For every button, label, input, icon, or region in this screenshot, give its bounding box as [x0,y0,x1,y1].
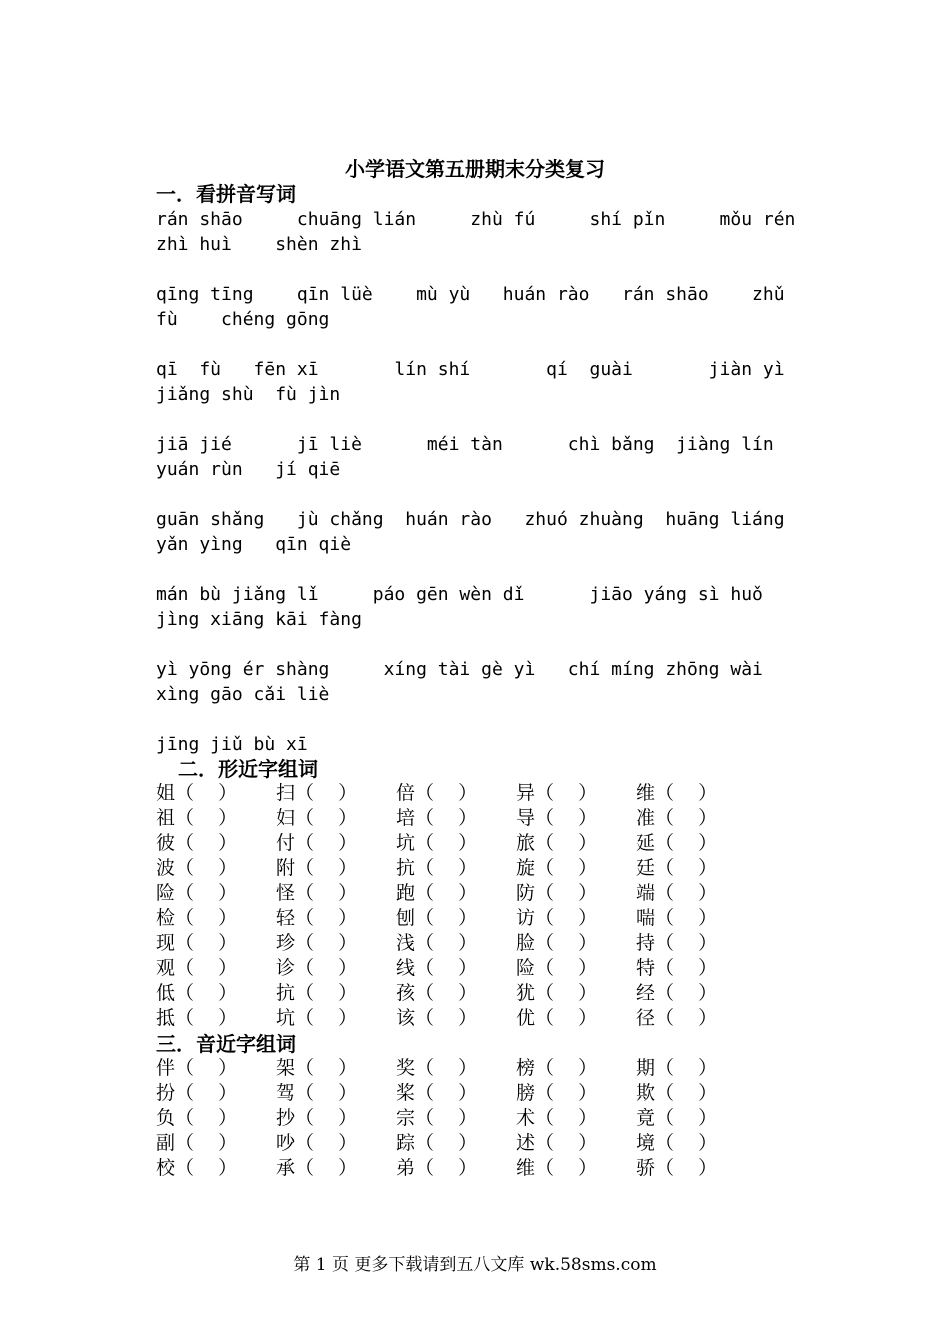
answer-blank[interactable]: （ ） [655,1057,718,1079]
pinyin-line: jìng xiāng kāi fàng [156,609,362,630]
char: 脸 [516,932,536,954]
char-cell [396,1106,477,1131]
char: 该 [396,1007,416,1029]
char-cell [276,806,357,831]
char: 彼 [156,832,176,854]
answer-blank[interactable]: （ ） [415,882,478,904]
answer-blank[interactable]: （ ） [175,907,238,929]
char-row [156,1156,756,1181]
pinyin-line: jīng jiǔ bù xī [156,734,308,755]
char-cell [396,831,477,856]
section1-heading: 一．看拼音写词 [156,182,296,206]
pinyin-line: xìng gāo cǎi liè [156,684,330,705]
char-cell [396,956,477,981]
char-cell [156,1006,237,1031]
char: 线 [396,957,416,979]
pinyin-spacer [156,407,796,432]
answer-blank[interactable]: （ ） [295,1132,358,1154]
char-row [156,781,756,806]
answer-blank[interactable]: （ ） [655,982,718,1004]
answer-blank[interactable]: （ ） [175,982,238,1004]
answer-blank[interactable]: （ ） [415,1057,478,1079]
answer-blank[interactable]: （ ） [415,1107,478,1129]
char-cell [516,781,597,806]
char: 经 [636,982,656,1004]
answer-blank[interactable]: （ ） [415,782,478,804]
char: 伴 [156,1057,176,1079]
char: 维 [516,1157,536,1179]
similar-sound-grid [156,1056,756,1181]
char: 境 [636,1132,656,1154]
answer-blank[interactable]: （ ） [655,1132,718,1154]
answer-blank[interactable]: （ ） [415,1157,478,1179]
answer-blank[interactable]: （ ） [295,1057,358,1079]
char-cell [156,906,237,931]
char: 浅 [396,932,416,954]
answer-blank[interactable]: （ ） [175,1057,238,1079]
char-cell [276,1131,357,1156]
answer-blank[interactable]: （ ） [535,1057,598,1079]
char: 诊 [276,957,296,979]
char: 负 [156,1107,176,1129]
answer-blank[interactable]: （ ） [175,1082,238,1104]
pinyin-spacer [156,707,796,732]
answer-blank[interactable]: （ ） [415,957,478,979]
char: 犹 [516,982,536,1004]
char-cell [636,1106,717,1131]
pinyin-line: jiǎng shù fù jìn [156,384,341,405]
pinyin-spacer [156,482,796,507]
char: 险 [156,882,176,904]
char: 抗 [396,857,416,879]
answer-blank[interactable]: （ ） [655,1107,718,1129]
char: 妇 [276,807,296,829]
answer-blank[interactable]: （ ） [295,1107,358,1129]
char: 期 [636,1057,656,1079]
char: 喘 [636,907,656,929]
pinyin-line: jiā jié jī liè méi tàn chì bǎng jiàng lín [156,434,774,455]
section3-heading: 三．音近字组词 [156,1032,296,1056]
answer-blank[interactable]: （ ） [295,807,358,829]
char-cell [156,1056,237,1081]
char-cell [636,856,717,881]
answer-blank[interactable]: （ ） [535,1082,598,1104]
pinyin-line: zhì huì shèn zhì [156,234,362,255]
answer-blank[interactable]: （ ） [175,957,238,979]
answer-blank[interactable]: （ ） [415,1007,478,1029]
char-cell [636,931,717,956]
char: 竟 [636,1107,656,1129]
char-cell [156,806,237,831]
page-footer: 第 1 页 更多下载请到五八文库 wk.58sms.com [293,1255,657,1275]
answer-blank[interactable]: （ ） [415,832,478,854]
pinyin-spacer [156,632,796,657]
char: 倍 [396,782,416,804]
answer-blank[interactable]: （ ） [655,882,718,904]
char-cell [516,1131,597,1156]
char: 姐 [156,782,176,804]
char-cell [276,1081,357,1106]
char-row [156,806,756,831]
char: 险 [516,957,536,979]
answer-blank[interactable]: （ ） [295,907,358,929]
char-cell [396,856,477,881]
char-cell [156,781,237,806]
answer-blank[interactable]: （ ） [415,932,478,954]
char-cell [276,956,357,981]
char: 延 [636,832,656,854]
char-cell [276,781,357,806]
char: 副 [156,1132,176,1154]
answer-blank[interactable]: （ ） [655,1157,718,1179]
char: 宗 [396,1107,416,1129]
char: 扮 [156,1082,176,1104]
char-cell [516,806,597,831]
answer-blank[interactable]: （ ） [655,857,718,879]
answer-blank[interactable]: （ ） [655,932,718,954]
answer-blank[interactable]: （ ） [175,782,238,804]
answer-blank[interactable]: （ ） [655,782,718,804]
char-row [156,1056,756,1081]
answer-blank[interactable]: （ ） [535,907,598,929]
char-row [156,931,756,956]
answer-blank[interactable]: （ ） [175,857,238,879]
char: 附 [276,857,296,879]
answer-blank[interactable]: （ ） [655,1007,718,1029]
char-cell [156,1156,237,1181]
char: 波 [156,857,176,879]
char: 扫 [276,782,296,804]
char-cell [276,831,357,856]
answer-blank[interactable]: （ ） [535,882,598,904]
char: 膀 [516,1082,536,1104]
char-row [156,1106,756,1131]
answer-blank[interactable]: （ ） [535,832,598,854]
answer-blank[interactable]: （ ） [535,782,598,804]
char: 观 [156,957,176,979]
answer-blank[interactable]: （ ） [535,932,598,954]
answer-blank[interactable]: （ ） [175,882,238,904]
pinyin-line: qīng tīng qīn lüè mù yù huán rào rán shāo zhǔ [156,284,785,305]
char-cell [516,1006,597,1031]
char-cell [276,881,357,906]
char-cell [156,981,237,1006]
char-cell [516,1156,597,1181]
answer-blank[interactable]: （ ） [175,932,238,954]
char-cell [156,831,237,856]
answer-blank[interactable]: （ ） [655,957,718,979]
char-cell [396,1156,477,1181]
answer-blank[interactable]: （ ） [175,832,238,854]
answer-blank[interactable]: （ ） [415,907,478,929]
char-cell [516,881,597,906]
char-cell [276,856,357,881]
char-cell [396,981,477,1006]
answer-blank[interactable]: （ ） [175,807,238,829]
pinyin-line: fù chéng gōng [156,309,330,330]
char: 低 [156,982,176,1004]
answer-blank[interactable]: （ ） [535,857,598,879]
char: 现 [156,932,176,954]
char: 吵 [276,1132,296,1154]
answer-blank[interactable]: （ ） [295,857,358,879]
char-cell [516,906,597,931]
char-row [156,856,756,881]
answer-blank[interactable]: （ ） [295,1082,358,1104]
answer-blank[interactable]: （ ） [295,982,358,1004]
char-cell [636,831,717,856]
char: 持 [636,932,656,954]
answer-blank[interactable]: （ ） [295,1007,358,1029]
answer-blank[interactable]: （ ） [295,882,358,904]
char-row [156,881,756,906]
char: 珍 [276,932,296,954]
char: 述 [516,1132,536,1154]
char-cell [636,1131,717,1156]
char-cell [276,1156,357,1181]
char-cell [156,931,237,956]
section2-heading: 二．形近字组词 [178,757,318,781]
char: 准 [636,807,656,829]
char-cell [156,1131,237,1156]
char-cell [156,881,237,906]
answer-blank[interactable]: （ ） [295,1157,358,1179]
pinyin-line: qī fù fēn xī lín shí qí guài jiàn yì [156,359,785,380]
answer-blank[interactable]: （ ） [655,907,718,929]
char-cell [516,981,597,1006]
pinyin-line: guān shǎng jù chǎng huán rào zhuó zhuàng huāng liáng [156,509,785,530]
answer-blank[interactable]: （ ） [655,1082,718,1104]
similar-shape-grid [156,781,756,1031]
char: 培 [396,807,416,829]
answer-blank[interactable]: （ ） [655,807,718,829]
pinyin-line: mán bù jiǎng lǐ páo gēn wèn dǐ jiāo yáng sì huǒ [156,584,763,605]
char-cell [516,856,597,881]
answer-blank[interactable]: （ ） [175,1157,238,1179]
char-cell [396,1006,477,1031]
char-cell [636,881,717,906]
char: 坑 [276,1007,296,1029]
char: 奖 [396,1057,416,1079]
char-cell [396,1081,477,1106]
char-cell [276,1056,357,1081]
char: 廷 [636,857,656,879]
char-row [156,1081,756,1106]
char: 付 [276,832,296,854]
char-cell [396,881,477,906]
char-cell [276,1106,357,1131]
answer-blank[interactable]: （ ） [295,957,358,979]
answer-blank[interactable]: （ ） [415,1132,478,1154]
char: 抄 [276,1107,296,1129]
char-cell [396,781,477,806]
answer-blank[interactable]: （ ） [415,982,478,1004]
char-cell [156,1081,237,1106]
char: 检 [156,907,176,929]
char: 端 [636,882,656,904]
answer-blank[interactable]: （ ） [415,857,478,879]
answer-blank[interactable]: （ ） [175,1107,238,1129]
char-row [156,906,756,931]
char: 径 [636,1007,656,1029]
char-cell [636,981,717,1006]
char-cell [636,1006,717,1031]
char-cell [156,956,237,981]
page-title: 小学语文第五册期末分类复习 [345,157,605,181]
char-cell [396,906,477,931]
answer-blank[interactable]: （ ） [655,832,718,854]
pinyin-line: yuán rùn jí qiē [156,459,341,480]
char-cell [636,956,717,981]
pinyin-spacer [156,557,796,582]
char-cell [516,931,597,956]
char-cell [276,981,357,1006]
char-cell [276,931,357,956]
char: 术 [516,1107,536,1129]
char: 旋 [516,857,536,879]
char-cell [636,1081,717,1106]
char-cell [516,1106,597,1131]
pinyin-line: rán shāo chuāng lián zhù fú shí pǐn mǒu rén [156,209,796,230]
char-cell [636,1056,717,1081]
char: 承 [276,1157,296,1179]
char: 优 [516,1007,536,1029]
char-row [156,1006,756,1031]
char: 骄 [636,1157,656,1179]
answer-blank[interactable]: （ ） [415,1082,478,1104]
answer-blank[interactable]: （ ） [175,1132,238,1154]
char: 架 [276,1057,296,1079]
answer-blank[interactable]: （ ） [535,1107,598,1129]
char-cell [396,1131,477,1156]
char-row [156,1131,756,1156]
char: 防 [516,882,536,904]
char: 弟 [396,1157,416,1179]
answer-blank[interactable]: （ ） [415,807,478,829]
char: 维 [636,782,656,804]
answer-blank[interactable]: （ ） [175,1007,238,1029]
char: 旅 [516,832,536,854]
char: 跑 [396,882,416,904]
char-cell [636,906,717,931]
char: 刨 [396,907,416,929]
pinyin-line: yǎn yìng qīn qiè [156,534,352,555]
char: 校 [156,1157,176,1179]
char: 驾 [276,1082,296,1104]
answer-blank[interactable]: （ ） [535,1157,598,1179]
answer-blank[interactable]: （ ） [535,807,598,829]
pinyin-spacer [156,332,796,357]
char-cell [396,806,477,831]
char-cell [156,856,237,881]
pinyin-line: yì yōng ér shàng xíng tài gè yì chí míng zhōng wài [156,659,763,680]
answer-blank[interactable]: （ ） [295,782,358,804]
char: 祖 [156,807,176,829]
char-cell [396,1056,477,1081]
char-cell [276,1006,357,1031]
char-cell [396,931,477,956]
answer-blank[interactable]: （ ） [535,957,598,979]
char-cell [516,831,597,856]
char-cell [516,956,597,981]
char: 怪 [276,882,296,904]
char-cell [636,781,717,806]
answer-blank[interactable]: （ ） [295,832,358,854]
char: 坑 [396,832,416,854]
char: 孩 [396,982,416,1004]
char-row [156,956,756,981]
char: 访 [516,907,536,929]
char-cell [276,906,357,931]
char: 抵 [156,1007,176,1029]
answer-blank[interactable]: （ ） [295,932,358,954]
pinyin-exercise [156,207,796,757]
char-cell [636,806,717,831]
char: 榜 [516,1057,536,1079]
char-row [156,831,756,856]
answer-blank[interactable]: （ ） [535,1132,598,1154]
char: 导 [516,807,536,829]
char: 桨 [396,1082,416,1104]
pinyin-spacer [156,257,796,282]
char: 抗 [276,982,296,1004]
char: 轻 [276,907,296,929]
answer-blank[interactable]: （ ） [535,1007,598,1029]
char-cell [516,1081,597,1106]
char: 异 [516,782,536,804]
char-cell [516,1056,597,1081]
char: 特 [636,957,656,979]
answer-blank[interactable]: （ ） [535,982,598,1004]
char: 欺 [636,1082,656,1104]
char-cell [156,1106,237,1131]
char: 踪 [396,1132,416,1154]
char-row [156,981,756,1006]
char-cell [636,1156,717,1181]
